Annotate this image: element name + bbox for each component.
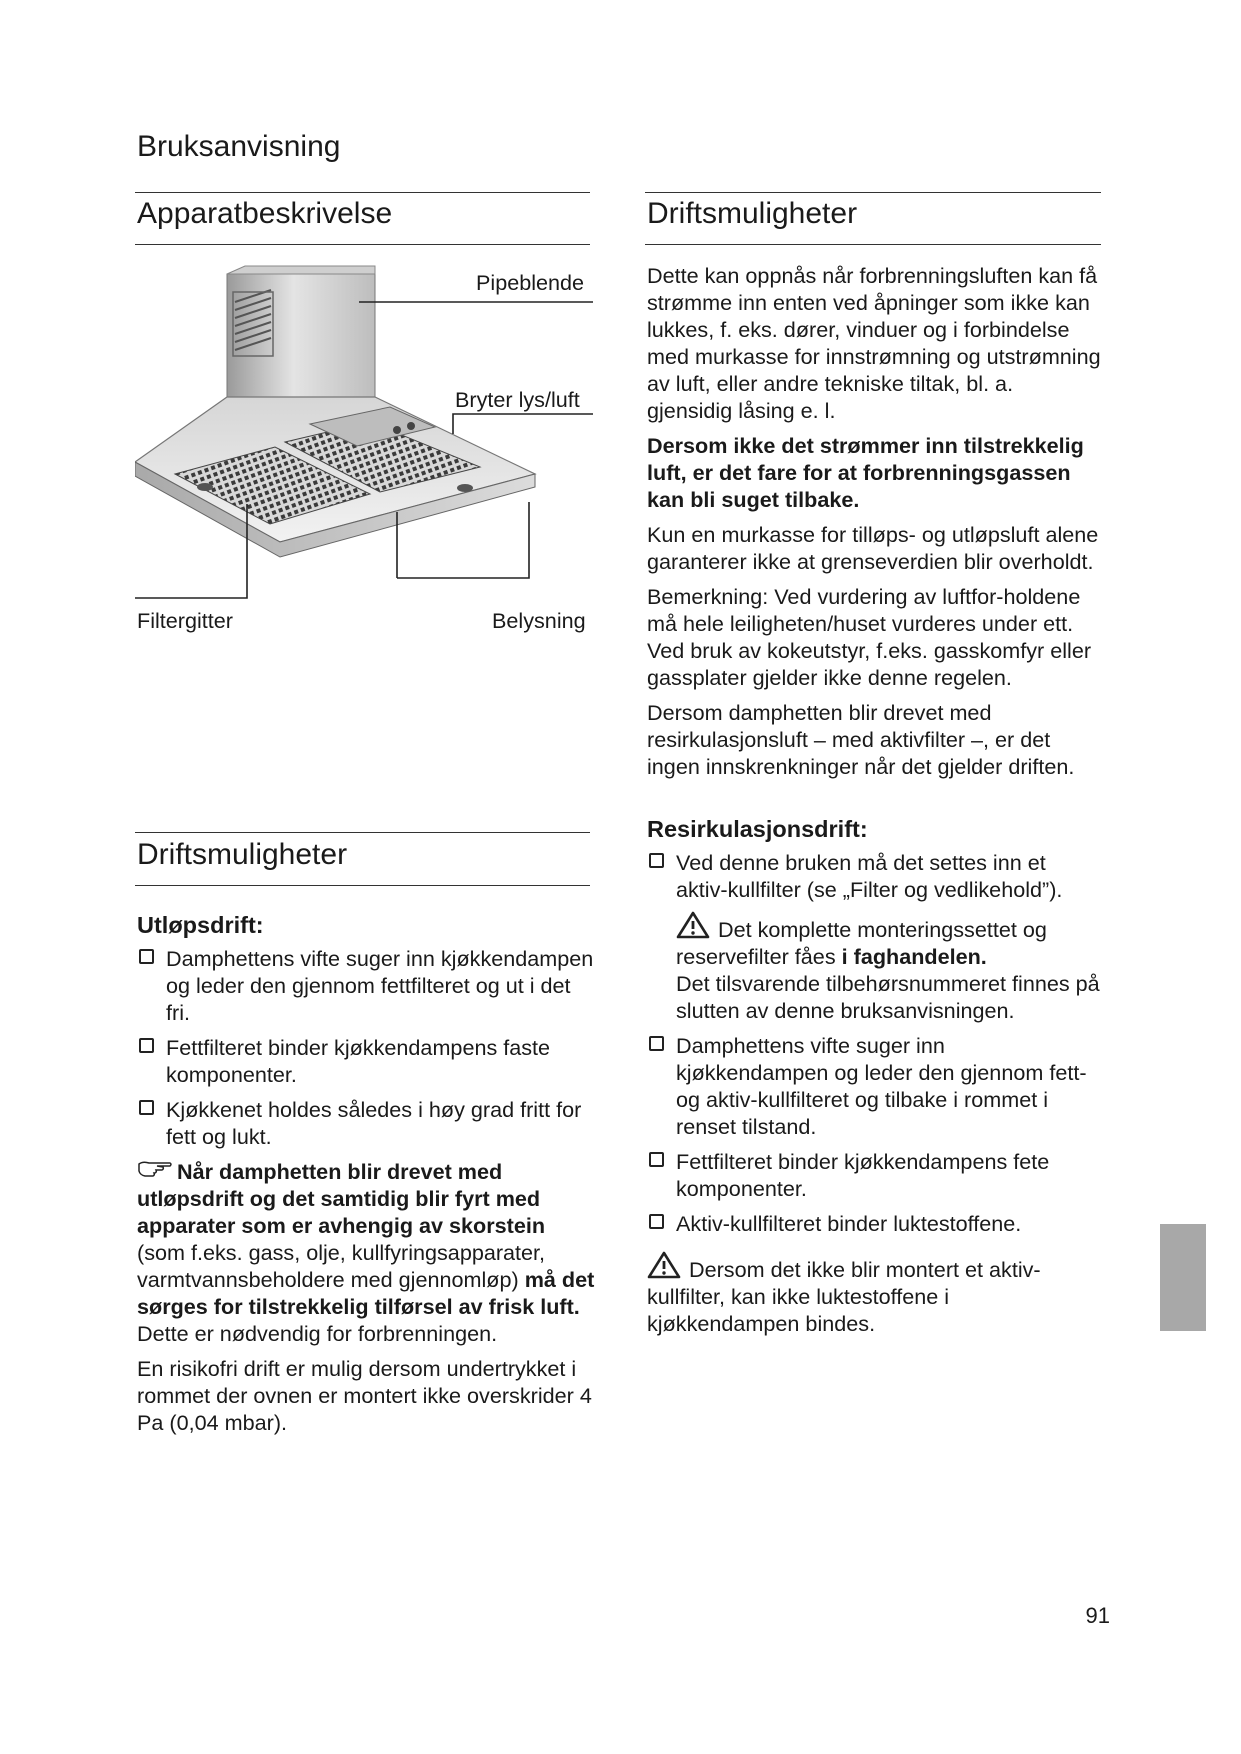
list-item: Aktiv-kullfilteret binder luktestoffene. — [647, 1210, 1103, 1237]
right-column-text — [647, 262, 1103, 1345]
range-hood-illustration — [135, 262, 595, 610]
left-column-text — [137, 912, 597, 1444]
divider — [135, 192, 590, 193]
warning-triangle-icon — [676, 911, 710, 939]
label-bryter: Bryter lys/luft — [455, 387, 580, 412]
paragraph: Dersom damphetten blir drevet med resirkulasjonsluft – med aktivfilter –, er det ingen innskrenkninger når det gjelder driften. — [647, 700, 1075, 779]
section-title-apparatbeskrivelse: Apparatbeskrivelse — [137, 197, 393, 230]
label-pipeblende: Pipeblende — [476, 270, 585, 295]
warning-triangle-icon — [647, 1251, 681, 1279]
list-item: Damphettens vifte suger inn kjøkkendampen og leder den gjennom fett- og aktiv-kullfilteret og tilbake i rommet i renset tilstand. — [647, 1032, 1103, 1140]
section-title-driftsmuligheter-left: Driftsmuligheter — [137, 838, 348, 871]
divider — [645, 244, 1101, 245]
pointing-hand-icon — [137, 1158, 173, 1178]
divider — [135, 832, 590, 833]
heading-utlopsdrift: Utløpsdrift: — [137, 912, 264, 938]
checkbox-icon — [649, 1036, 664, 1051]
label-filtergitter: Filtergitter — [137, 608, 233, 633]
list-item: Ved denne bruken må det settes inn et aktiv-kullfilter (se „Filter og vedlikehold”). — [647, 849, 1103, 903]
divider — [645, 192, 1101, 193]
warning-note: Dersom det ikke blir montert et aktiv-kullfilter, kan ikke luktestoffene i kjøkkendampen bindes. — [647, 1251, 1103, 1337]
divider — [135, 885, 590, 886]
checkbox-icon — [139, 1038, 154, 1053]
warning-note: Det komplette monteringssettet og reservefilter fåes i faghandelen. Det tilsvarende tilbehørsnummeret finnes på slutten av denne bruksanvisningen. — [647, 911, 1103, 1024]
heading-resirkulasjonsdrift: Resirkulasjonsdrift: — [647, 816, 868, 842]
risk-paragraph: En risikofri drift er mulig dersom undertrykket i rommet der ovnen er montert ikke overskrider 4 Pa (0,04 mbar). — [137, 1356, 592, 1435]
list-item: Damphettens vifte suger inn kjøkkendampen og leder den gjennom fettfilteret og ut i det fri. — [137, 945, 597, 1026]
page-number: 91 — [1085, 1603, 1110, 1628]
callout-line-bryter — [453, 414, 593, 434]
chapter-tab-marker — [1160, 1224, 1206, 1331]
list-item: Fettfilteret binder kjøkkendampens faste komponenter. — [137, 1034, 597, 1088]
section-title-driftsmuligheter-right: Driftsmuligheter — [647, 197, 858, 230]
paragraph: Bemerkning: Ved vurdering av luftfor-holdene må hele leiligheten/huset vurderes under ett. Ved bruk av kokeutstyr, f.eks. gasskomfyr eller gassplater gjelder ikke denne regelen. — [647, 584, 1092, 690]
divider — [135, 244, 590, 245]
checkbox-icon — [139, 1100, 154, 1115]
paragraph: Kun en murkasse for tilløps- og utløpsluft alene garanterer ikke at grenseverdien blir overholdt. — [647, 522, 1099, 574]
document-title: Bruksanvisning — [137, 130, 341, 163]
checkbox-icon — [649, 1152, 664, 1167]
checkbox-icon — [649, 853, 664, 868]
list-item: Kjøkkenet holdes således i høy grad fritt for fett og lukt. — [137, 1096, 597, 1150]
label-belysning: Belysning — [492, 608, 586, 633]
paragraph: Dette kan oppnås når forbrenningsluften kan få strømme inn enten ved åpninger som ikke kan lukkes, f. eks. dører, vinduer og i forbindelse med murkasse for innstrømning og utstrømning av luft, eller andre tekniske tiltak, bl. a. gjensidig låsing e. l. — [647, 263, 1101, 423]
checkbox-icon — [649, 1214, 664, 1229]
list-item: Fettfilteret binder kjøkkendampens fete komponenter. — [647, 1148, 1103, 1202]
warning-paragraph: Dersom ikke det strømmer inn tilstrekkelig luft, er det fare for at forbrenningsgassen kan bli suget tilbake. — [647, 433, 1084, 512]
chimney-note: Når damphetten blir drevet med utløpsdrift og det samtidig blir fyrt med apparater som er avhengig av skorstein (som f.eks. gass, olje, kullfyringsapparater, varmtvannsbeholdere med gjennomløp) må det sørges for tilstrekkelig tilførsel av frisk luft. Dette er nødvendig for forbrenningen. — [137, 1159, 595, 1346]
checkbox-icon — [139, 949, 154, 964]
